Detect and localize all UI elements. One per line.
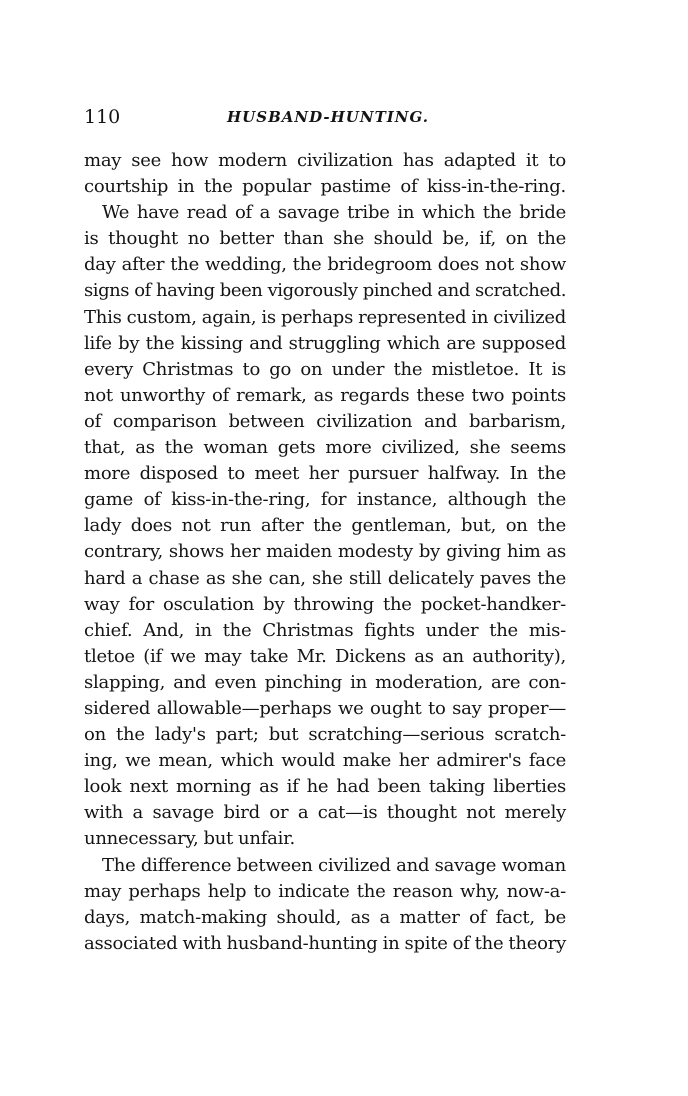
text-line: more disposed to meet her pursuer halfway. In the	[84, 463, 566, 485]
text-line: may perhaps help to indicate the reason why, now-a-	[84, 880, 566, 902]
text-line: courtship in the popular pastime of kiss-in-the-ring.	[84, 176, 566, 198]
text-line: slapping, and even pinching in moderation, are con-	[84, 671, 566, 693]
text-line: signs of having been vigorously pinched and scratched.	[84, 280, 566, 302]
text-line: lady does not run after the gentleman, but, on the	[84, 515, 566, 537]
text-line: that, as the woman gets more civilized, she seems	[84, 437, 566, 459]
text-line: contrary, shows her maiden modesty by giving him as	[84, 541, 566, 563]
text-line: days, match-making should, as a matter of fact, be	[84, 906, 566, 928]
page-number: 110	[84, 106, 121, 128]
text-line: tletoe (if we may take Mr. Dickens as an authority),	[84, 645, 566, 667]
text-line: may see how modern civilization has adapted it to	[84, 150, 566, 171]
text-line: ing, we mean, which would make her admirer's face	[84, 750, 566, 772]
text-line: unnecessary, but unfair.	[84, 828, 295, 850]
text-line: with a savage bird or a cat—is thought not merely	[84, 802, 566, 824]
text-line: of comparison between civilization and barbarism,	[84, 410, 566, 432]
text-line: This custom, again, is perhaps represented in civilized	[84, 306, 566, 328]
text-line: game of kiss-in-the-ring, for instance, although the	[84, 489, 566, 511]
text-line: not unworthy of remark, as regards these two points	[84, 384, 566, 406]
text-line: chief. And, in the Christmas fights under the mis-	[84, 619, 566, 641]
text-line: is thought no better than she should be, if, on the	[84, 228, 566, 250]
text-line: hard a chase as she can, she still delicately paves the	[84, 567, 566, 589]
text-line: day after the wedding, the bridegroom does not show	[84, 254, 566, 276]
text-line: life by the kissing and struggling which are supposed	[84, 332, 566, 354]
text-line: look next morning as if he had been taking liberties	[84, 776, 566, 798]
text-line: The difference between civilized and savage woman	[102, 854, 566, 876]
text-line: We have read of a savage tribe in which the bride	[102, 202, 566, 224]
text-line: every Christmas to go on under the mistletoe. It is	[84, 358, 566, 380]
text-line: sidered allowable—perhaps we ought to say proper—	[84, 697, 566, 719]
running-head	[84, 104, 566, 130]
text-line: associated with husband-hunting in spite of the theory	[84, 932, 566, 954]
text-line: on the lady's part; but scratching—serious scratch-	[84, 724, 566, 746]
text-line: way for osculation by throwing the pocket-handker-	[84, 593, 566, 615]
running-title: HUSBAND-HUNTING.	[227, 108, 429, 126]
body-text	[84, 148, 566, 957]
